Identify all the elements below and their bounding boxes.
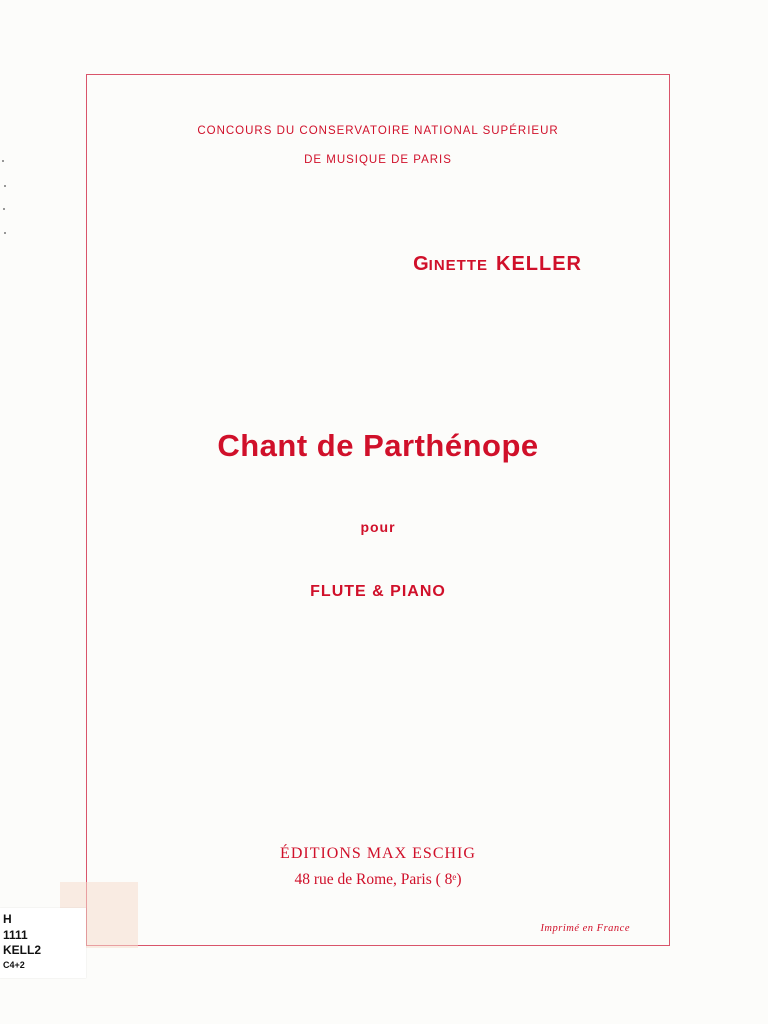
cover-frame bbox=[86, 74, 670, 946]
publisher-address: 48 rue de Rome, Paris ( 8ᵉ) bbox=[294, 871, 462, 888]
library-label-line-3: KELL2 bbox=[3, 943, 42, 957]
composer-first-rest: INETTE bbox=[428, 257, 488, 274]
composer-name bbox=[413, 253, 582, 276]
publisher-name: ÉDITIONS MAX ESCHIG bbox=[280, 845, 476, 862]
instrumentation: FLUTE & PIANO bbox=[310, 583, 446, 600]
composer-last-name: KELLER bbox=[496, 253, 582, 275]
competition-line-2: DE MUSIQUE DE PARIS bbox=[304, 154, 452, 166]
paper-speck bbox=[3, 208, 5, 210]
imprint-note: Imprimé en France bbox=[540, 923, 630, 934]
paper-speck bbox=[4, 185, 6, 187]
paper-speck bbox=[2, 160, 4, 162]
library-label-line-4: C4+2 bbox=[3, 960, 25, 970]
paper-speck bbox=[4, 232, 6, 234]
composer-first-initial: G bbox=[413, 253, 429, 275]
subtitle-pour: pour bbox=[360, 519, 396, 535]
library-label-line-1: H bbox=[3, 912, 12, 926]
library-label-line-2: 1111 bbox=[3, 928, 28, 942]
work-title: Chant de Parthénope bbox=[217, 428, 539, 463]
competition-line-1: CONCOURS DU CONSERVATOIRE NATIONAL SUPÉRIEUR bbox=[197, 125, 559, 137]
